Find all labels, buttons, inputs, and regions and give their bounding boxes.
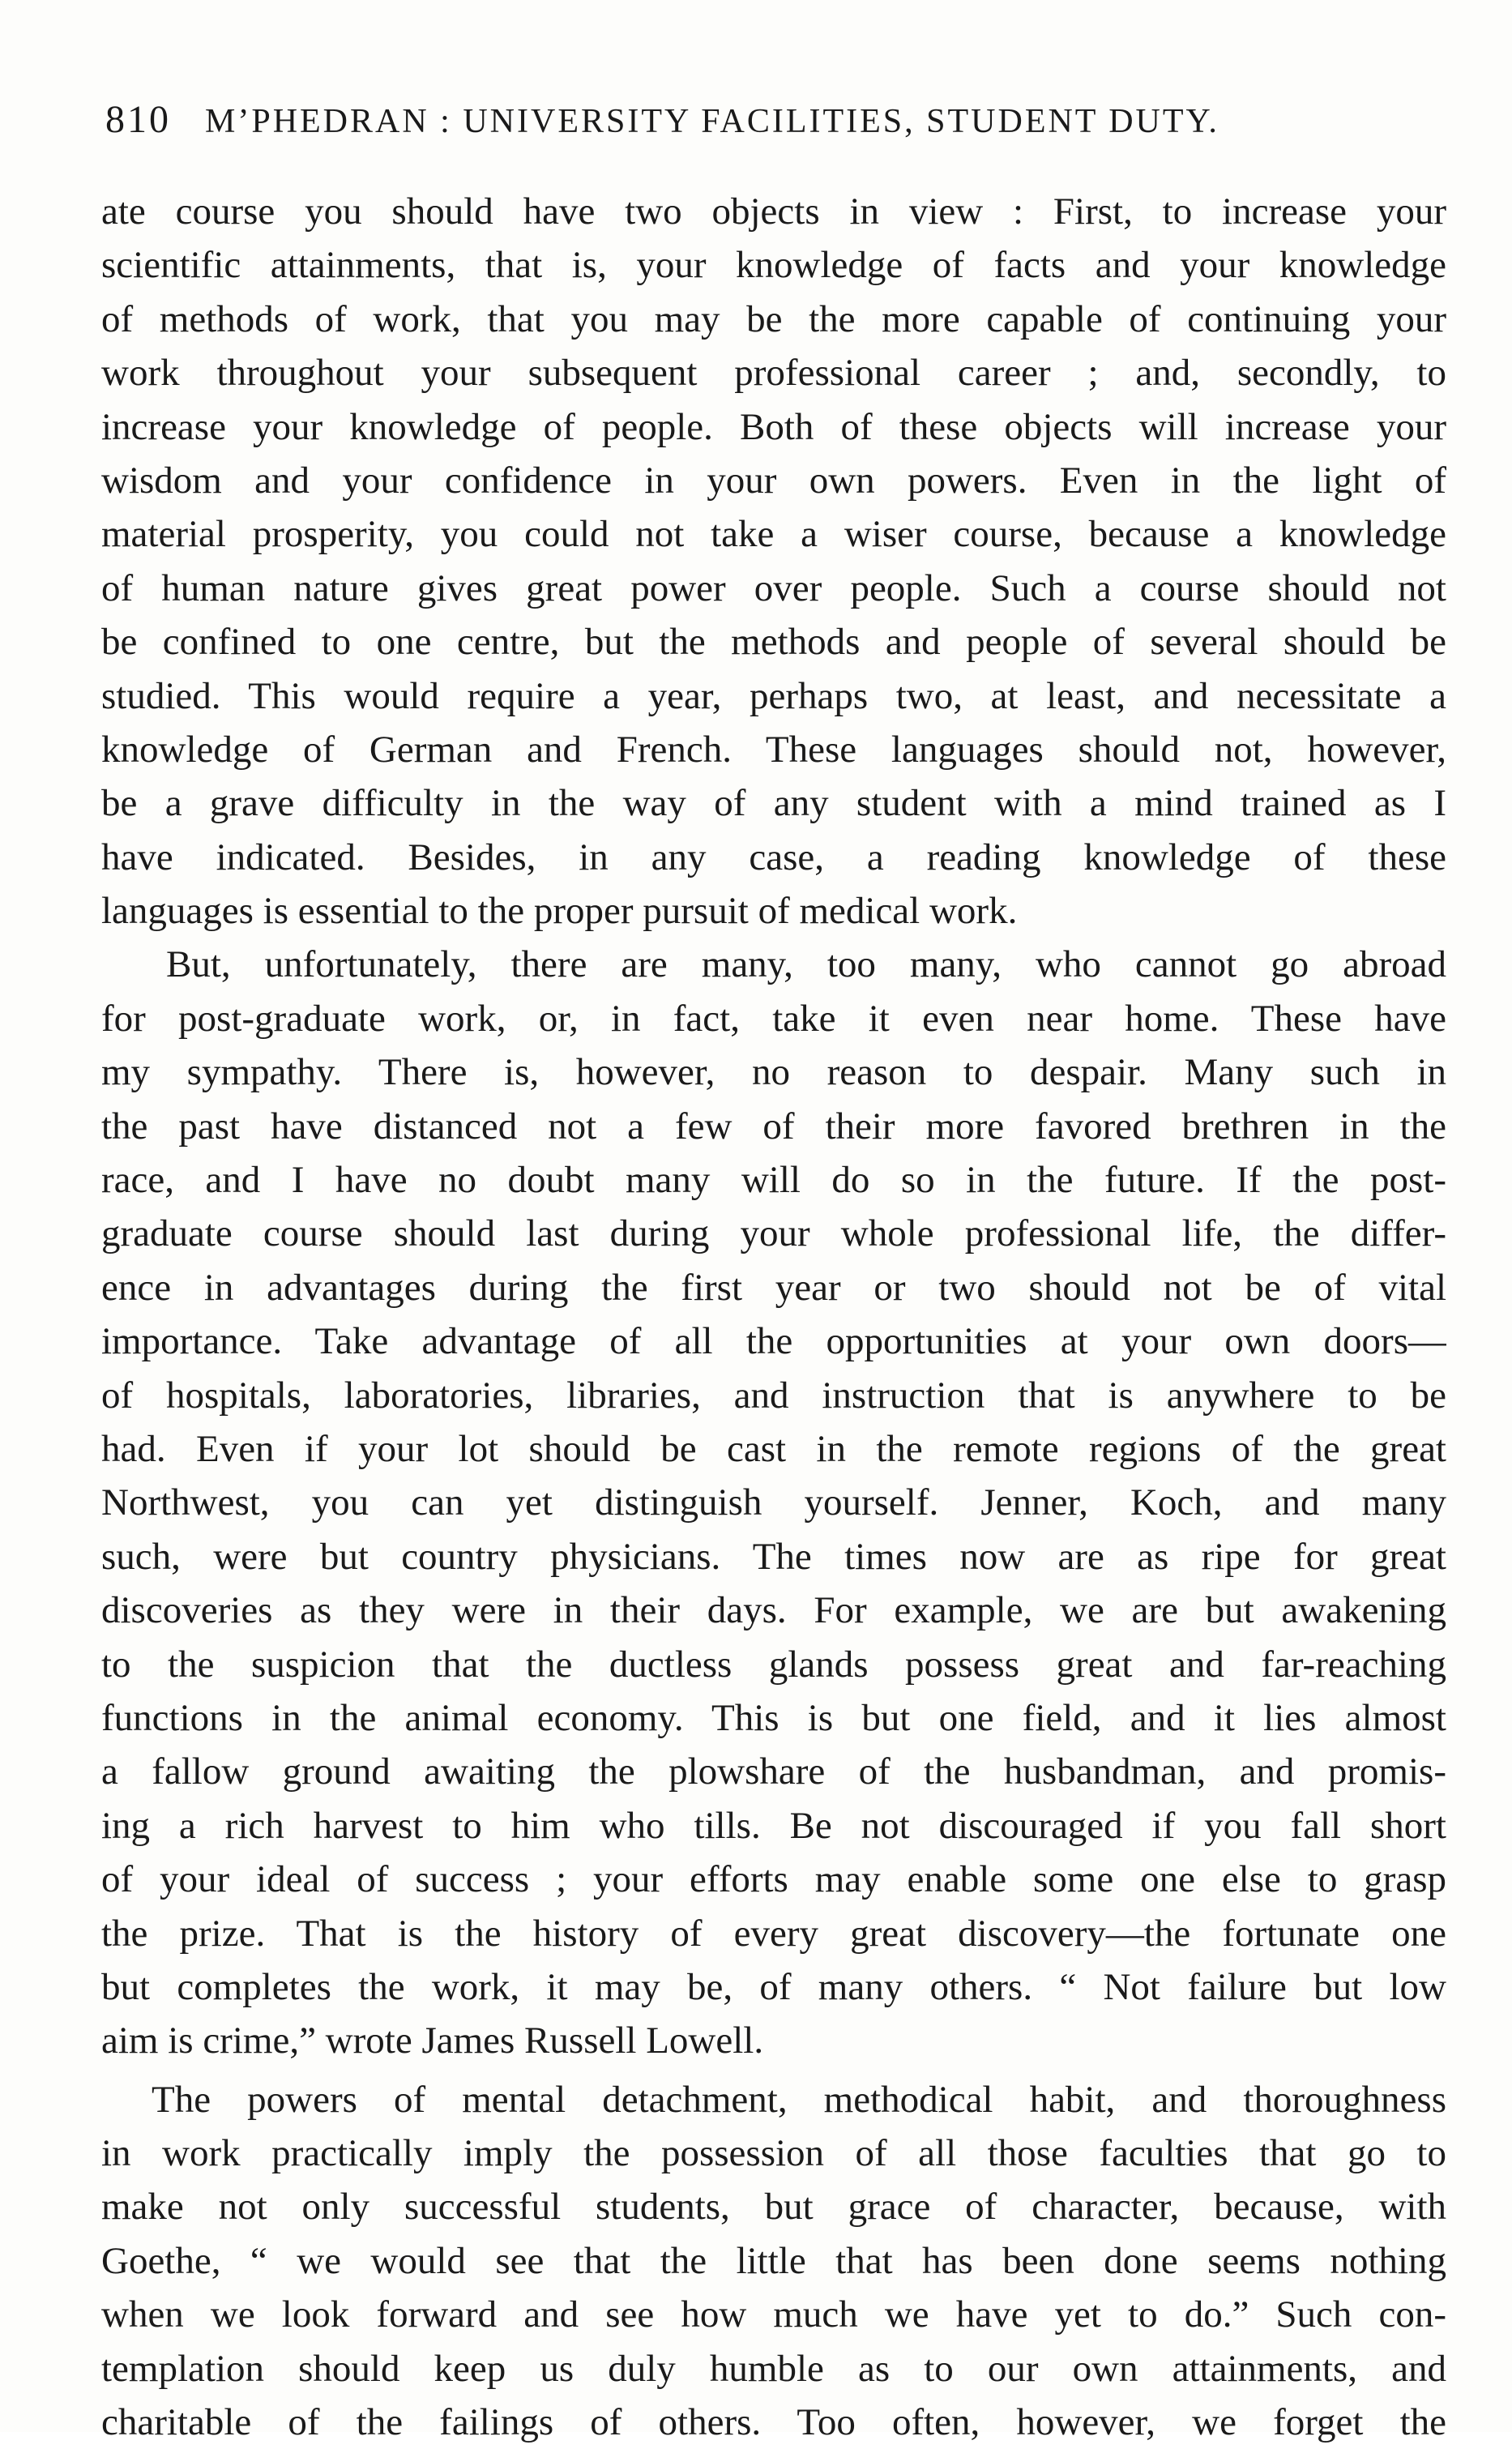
paragraph-1 [101,185,1446,938]
text-line: discoveries as they were in their days. For example, we are but awakening [101,1589,1446,1632]
text-line: race, and I have no doubt many will do so in the future. If the post- [101,1159,1446,1202]
running-head [105,97,1450,142]
text-line: the past have distanced not a few of their more favored brethren in the [101,1105,1446,1148]
text-line: be confined to one centre, but the methods and people of several should be [101,621,1446,664]
text-line: Goethe, “ we would see that the little that has been done seems nothing [101,2239,1446,2282]
text-line: knowledge of German and French. These languages should not, however, [101,728,1446,771]
text-line: ence in advantages during the first year or two should not be of vital [101,1266,1446,1309]
text-line: But, unfortunately, there are many, too many, who cannot go abroad [166,943,1446,986]
text-line: for post-graduate work, or, in fact, take it even near home. These have [101,997,1446,1040]
text-line: charitable of the failings of others. Too often, however, we forget the [101,2401,1446,2444]
text-line: in work practically imply the possession of all those faculties that go to [101,2132,1446,2175]
running-head-title: M’PHEDRAN : UNIVERSITY FACILITIES, STUDENT DUTY. [205,103,1219,140]
text-line: of human nature gives great power over people. Such a course should not [101,566,1446,609]
text-line: importance. Take advantage of all the opportunities at your own doors— [101,1320,1446,1363]
text-line: Northwest, you can yet distinguish yourself. Jenner, Koch, and many [101,1481,1446,1524]
text-line: of your ideal of success ; your efforts may enable some one else to grasp [101,1858,1446,1901]
text-line: material prosperity, you could not take a wiser course, because a knowledge [101,513,1446,556]
text-line: ate course you should have two objects in view : First, to increase your [101,190,1446,233]
text-line: scientific attainments, that is, your knowledge of facts and your knowledge [101,244,1446,287]
text-line: had. Even if your lot should be cast in the remote regions of the great [101,1427,1446,1470]
text-line: wisdom and your confidence in your own powers. Even in the light of [101,459,1446,502]
text-line: The powers of mental detachment, methodical habit, and thoroughness [152,2078,1446,2121]
text-line: a fallow ground awaiting the plowshare of the husbandman, and promis- [101,1750,1446,1793]
paragraph-3 [101,2073,1446,2449]
text-line: when we look forward and see how much we have yet to do.” Such con- [101,2293,1446,2336]
text-line: have indicated. Besides, in any case, a reading knowledge of these [101,836,1446,878]
text-line: languages is essential to the proper pursuit of medical work. [101,890,1018,933]
text-line: my sympathy. There is, however, no reason to despair. Many such in [101,1051,1446,1094]
text-line: functions in the animal economy. This is but one field, and it lies almost [101,1696,1446,1739]
text-line: studied. This would require a year, perhaps two, at least, and necessitate a [101,674,1446,717]
text-line: such, were but country physicians. The times now are as ripe for great [101,1535,1446,1578]
text-line: aim is crime,” wrote James Russell Lowell. [101,2019,764,2062]
text-line: work throughout your subsequent professional career ; and, secondly, to [101,352,1446,395]
paragraph-2 [101,938,1446,2067]
text-line: to the suspicion that the ductless glands possess great and far-reaching [101,1643,1446,1686]
text-line: be a grave difficulty in the way of any student with a mind trained as I [101,782,1446,825]
text-line: the prize. That is the history of every great discovery—the fortunate one [101,1912,1446,1955]
text-line: graduate course should last during your whole professional life, the differ- [101,1212,1446,1255]
text-line: but completes the work, it may be, of many others. “ Not failure but low [101,1965,1446,2008]
text-line: of hospitals, laboratories, libraries, and instruction that is anywhere to be [101,1374,1446,1417]
body-text [101,185,1446,2449]
text-line: templation should keep us duly humble as to our own attainments, and [101,2347,1446,2390]
text-line: make not only successful students, but grace of character, because, with [101,2186,1446,2229]
text-line: increase your knowledge of people. Both of these objects will increase your [101,405,1446,448]
page-number: 810 [105,98,171,141]
text-line: of methods of work, that you may be the more capable of continuing your [101,297,1446,340]
text-line: ing a rich harvest to him who tills. Be not discouraged if you fall short [101,1804,1446,1847]
